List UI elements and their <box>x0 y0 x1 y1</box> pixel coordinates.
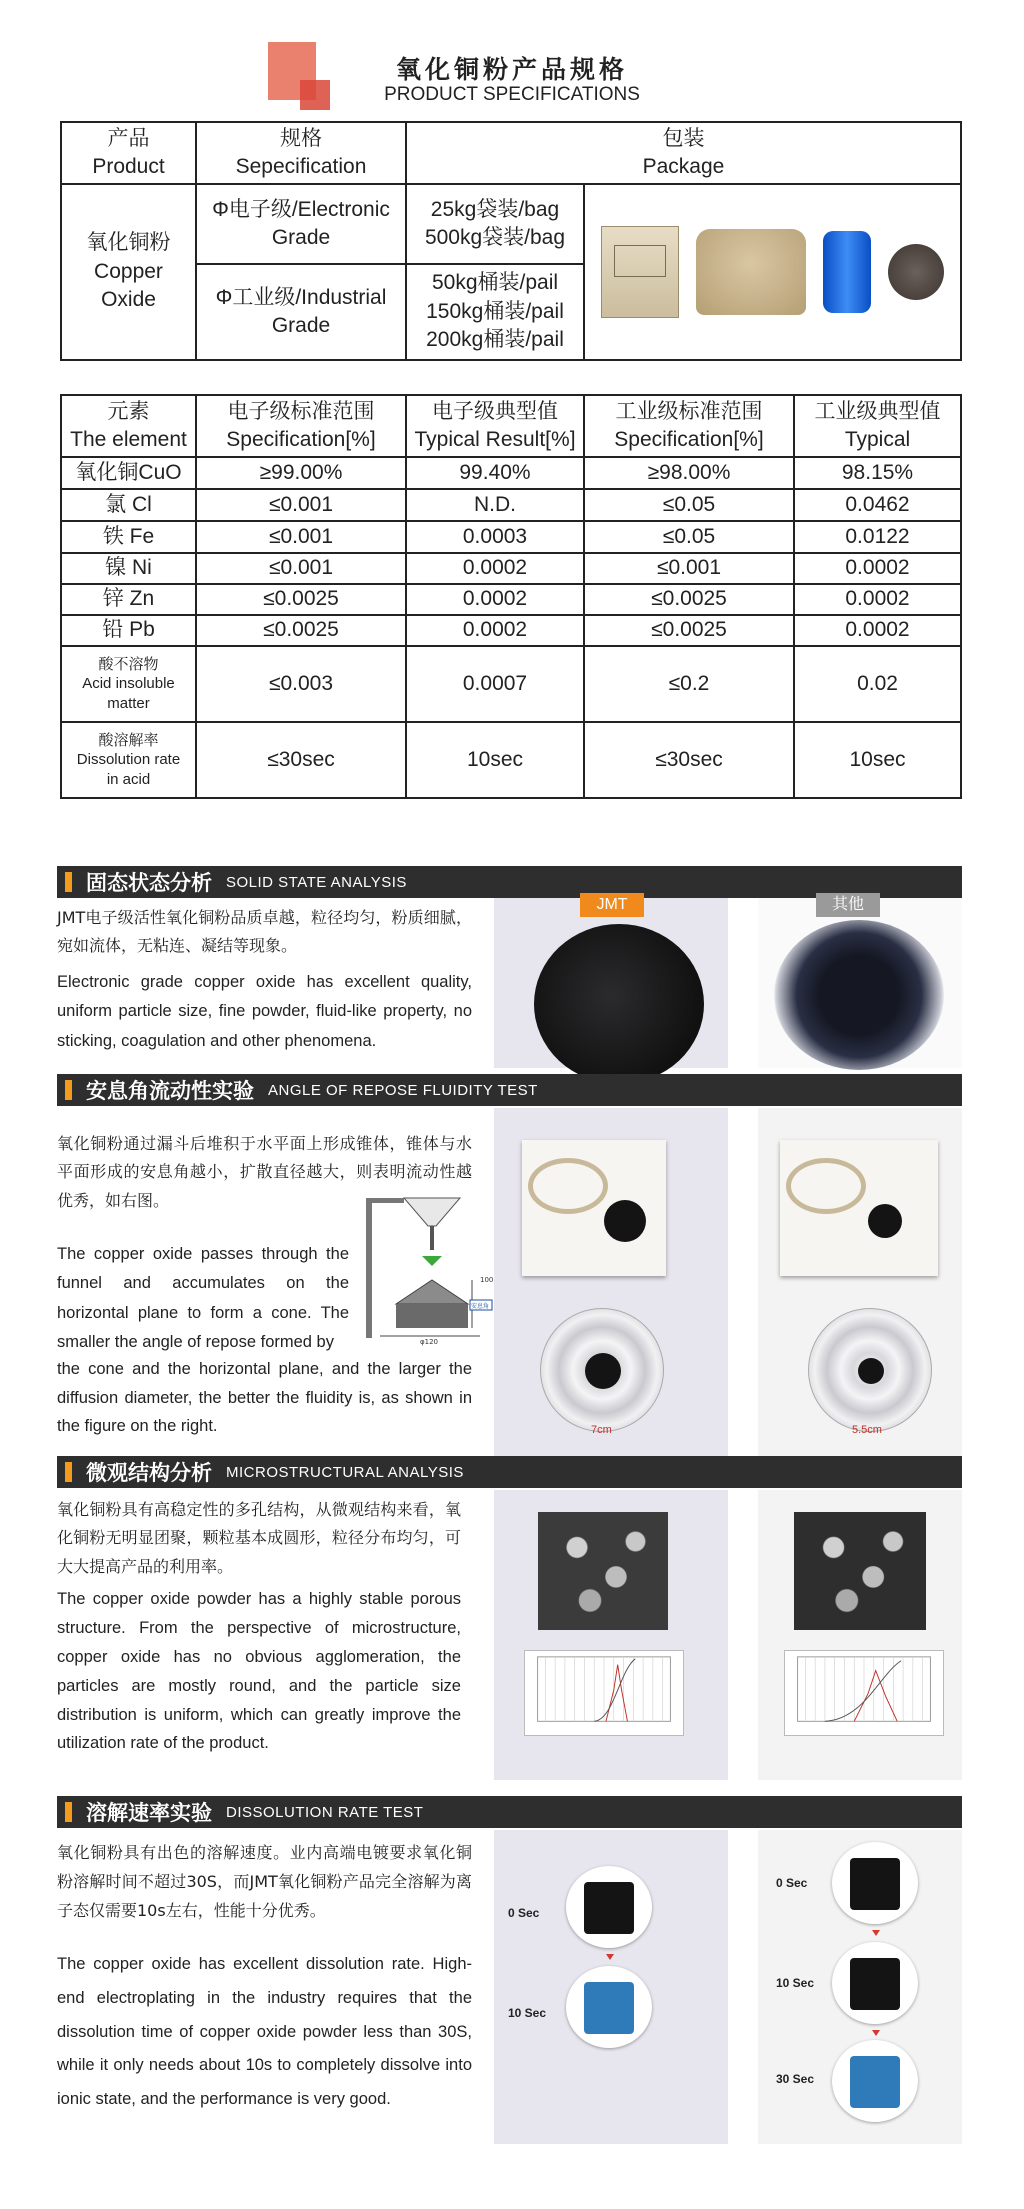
jmt-beaker-1 <box>566 1966 652 2048</box>
funnel-diagram <box>360 1196 500 1346</box>
micro-text-cn: 氧化铜粉具有高稳定性的多孔结构，从微观结构来看，氧化铜粉无明显团聚，颗粒基本成圆形，粒径分布均匀，可大大提高产品的利用率。 <box>57 1500 461 1576</box>
other-powder-image <box>774 920 944 1070</box>
diagram-label-angle: 安息角 <box>471 1303 490 1310</box>
arrow-down-icon <box>606 1954 614 1960</box>
repose-text-cn: 氧化铜粉通过漏斗后堆积于水平面上形成锥体，锥体与水平面形成的安息角越小，扩散直径越大，则表明流动性越优秀，如右图。 <box>57 1134 472 1210</box>
paper-bag-image <box>601 226 679 318</box>
jmt-tag: JMT <box>580 893 644 917</box>
jmt-powder-image <box>534 924 704 1084</box>
bulk-bag-image <box>696 229 806 315</box>
header-product: 产品 Product <box>61 122 196 184</box>
table-row: 酸不溶物 Acid insoluble matter ≤0.003 0.0007 ≤0.2 0.02 <box>61 646 961 722</box>
page-header <box>0 40 1024 120</box>
page-title-cn: 氧化铜粉产品规格 <box>395 55 628 84</box>
other-beaker-2 <box>832 2040 918 2122</box>
jmt-funnel-photo <box>522 1140 666 1276</box>
section-bar-icon <box>65 1802 72 1822</box>
table-row: 铅 Pb ≤0.0025 0.0002 ≤0.0025 0.0002 <box>61 615 961 646</box>
table-row: 铁 Fe ≤0.001 0.0003 ≤0.05 0.0122 <box>61 521 961 553</box>
section-header-repose: 安息角流动性实验 ANGLE OF REPOSE FLUIDITY TEST <box>57 1074 962 1106</box>
section-bar-icon <box>65 1462 72 1482</box>
header-ind-typical: 工业级典型值 Typical <box>794 395 961 457</box>
grade-industrial-cell: Φ工业级/Industrial Grade <box>196 264 406 360</box>
other-time-label-2: 30 Sec <box>776 2072 815 2086</box>
header-spec: 规格 Sepecification <box>196 122 406 184</box>
jmt-psd-chart <box>524 1650 684 1736</box>
package-pail-cell: 50kg桶装/pail 150kg桶装/pail 200kg桶装/pail <box>406 264 584 360</box>
other-beaker-0 <box>832 1842 918 1924</box>
diagram-label-diameter: φ120 <box>420 1338 438 1346</box>
header-package: 包装 Package <box>406 122 961 184</box>
other-time-label-0: 0 Sec <box>776 1876 808 1890</box>
other-beaker-1 <box>832 1942 918 2024</box>
section-header-micro: 微观结构分析 MICROSTRUCTURAL ANALYSIS <box>57 1456 962 1488</box>
section-header-dissolution: 溶解速率实验 DISSOLUTION RATE TEST <box>57 1796 962 1828</box>
table-row: 酸溶解率 Dissolution rate in acid ≤30sec 10sec ≤30sec 10sec <box>61 722 961 798</box>
other-psd-chart <box>784 1650 944 1736</box>
blue-pail-image <box>823 231 871 313</box>
jmt-diameter-label: 7cm <box>591 1424 612 1436</box>
section-bar-icon <box>65 1080 72 1100</box>
product-name-cell: 氧化铜粉 Copper Oxide <box>61 184 196 360</box>
jmt-beaker-0 <box>566 1866 652 1948</box>
other-tag: 其他 <box>816 893 880 917</box>
arrow-down-icon <box>872 2030 880 2036</box>
arrow-down-icon <box>872 1930 880 1936</box>
header-ind-spec: 工业级标准范围 Specification[%] <box>584 395 794 457</box>
product-table <box>60 121 962 361</box>
table-row: 氯 Cl ≤0.001 N.D. ≤0.05 0.0462 <box>61 489 961 521</box>
dissolution-text-cn: 氧化铜粉具有出色的溶解速度。业内高端电镀要求氧化铜粉溶解时间不超过30S，而JMT氧化铜粉产品完全溶解为离子态仅需要10s左右，性能十分优秀。 <box>57 1843 472 1921</box>
solid-state-text-en: Electronic grade copper oxide has excellent quality, uniform particle size, fine powder, fluid-like property, no sticking, coagulation and other phenomena. <box>57 973 472 1050</box>
package-bag-cell: 25kg袋装/bag 500kg袋装/bag <box>406 184 584 264</box>
dissolution-text-en: The copper oxide has excellent dissolution rate. High-end electroplating in the industry requires that the dissolution time of copper oxide powder less than 30S, while it only needs about 10s to completely dissolve into ionic state, and the performance is very good. <box>57 1955 472 2109</box>
header-element: 元素 The element <box>61 395 196 457</box>
table-row: 氧化铜CuO ≥99.00% 99.40% ≥98.00% 98.15% <box>61 457 961 489</box>
table-row: 锌 Zn ≤0.0025 0.0002 ≤0.0025 0.0002 <box>61 584 961 615</box>
other-target-image <box>808 1308 932 1432</box>
other-diameter-label: 5.5cm <box>852 1424 882 1436</box>
header-elec-typical: 电子级典型值 Typical Result[%] <box>406 395 584 457</box>
section-header-solid-state: 固态状态分析 SOLID STATE ANALYSIS <box>57 866 962 898</box>
page-title-en: PRODUCT SPECIFICATIONS <box>384 84 640 105</box>
repose-text-en-wide: the cone and the horizontal plane, and the larger the diffusion diameter, the better the fluidity is, as shown in the figure on the right. <box>57 1360 472 1436</box>
jmt-time-label-0: 0 Sec <box>508 1906 540 1920</box>
jmt-target-image <box>540 1308 664 1432</box>
repose-text-en-narrow: The copper oxide passes through the funnel and accumulates on the horizontal plane to form a cone. The smaller the angle of repose formed by <box>57 1245 349 1352</box>
other-time-label-1: 10 Sec <box>776 1976 815 1990</box>
other-sem-image <box>794 1512 926 1630</box>
other-funnel-photo <box>780 1140 938 1276</box>
micro-text-en: The copper oxide powder has a highly stable porous structure. From the perspective of microstructure, copper oxide has no obvious agglomeration, the particles are mostly round, and the particle size distribution is uniform, which can greatly improve the utilization rate of the product. <box>57 1590 461 1753</box>
diagram-label-height: 100 <box>480 1276 494 1284</box>
jmt-time-label-1: 10 Sec <box>508 2006 547 2020</box>
header-elec-spec: 电子级标准范围 Specification[%] <box>196 395 406 457</box>
table-row: 镍 Ni ≤0.001 0.0002 ≤0.001 0.0002 <box>61 553 961 584</box>
package-images-cell <box>584 184 961 360</box>
grade-electronic-cell: Φ电子级/Electronic Grade <box>196 184 406 264</box>
pail-lid-image <box>888 244 944 300</box>
section-bar-icon <box>65 872 72 892</box>
element-table <box>60 394 962 799</box>
solid-state-text-cn: JMT电子级活性氧化铜粉品质卓越，粒径均匀，粉质细腻，宛如流体，无粘连、凝结等现象。 <box>57 908 472 956</box>
jmt-sem-image <box>538 1512 668 1630</box>
